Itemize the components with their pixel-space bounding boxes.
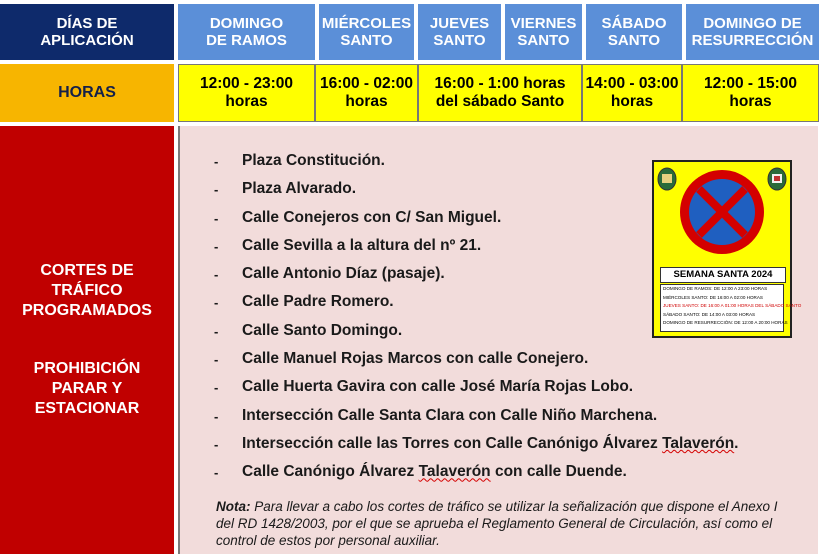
note-text: Para llevar a cabo los cortes de tráfico se utilizar la señalización que dispone el Anexo I del RD 1428/2003, por el que se aprueba el Reglamento General de Circulación, así como el control de estos por personal auxiliar. [216, 499, 778, 548]
list-item: - Calle Huerta Gavira con calle José María Rojas Lobo. [214, 378, 634, 396]
header-day-viernes-santo: VIERNES SANTO [505, 4, 582, 60]
bullet: - [214, 408, 219, 424]
header-day-miercoles-santo: MIÉRCOLES SANTO [319, 4, 414, 60]
header-day-sabado-santo: SÁBADO SANTO [586, 4, 682, 60]
bullet: - [214, 154, 219, 169]
bullet: - [214, 267, 219, 283]
hours-sabado-santo: 14:00 - 03:00 horas [582, 64, 682, 122]
bullet: - [214, 352, 219, 368]
bullet: - [214, 295, 219, 311]
list-item: - Calle Sevilla a la altura del nº 21. [214, 236, 482, 254]
list-item: - Plaza Constitución. [214, 152, 385, 169]
poster-schedule: DOMINGO DE RAMOS: DE 12:00 A 23:00 HORAS MIÉRCOLES SANTO: DE 16:00 A 02:00 HORAS JUEVES SANTO: DE 16:00 A 01:00 HORAS DEL SÁBADO SANTO SÁBADO SANTO: DE 14:00 A 03:00 HORAS DOMINGO DE RESURRECCIÓN: DE 12:00 A 20:00 HORAS [660, 284, 784, 332]
list-item: - Calle Santo Domingo. [214, 321, 403, 339]
no-parking-sign-icon [654, 162, 790, 266]
crest-left-icon [658, 168, 676, 190]
header-day-domingo-resurreccion: DOMINGO DE RESURRECCIÓN [686, 4, 819, 60]
header-day-domingo-ramos: DOMINGO DE RAMOS [178, 4, 315, 60]
header-day-jueves-santo: JUEVES SANTO [418, 4, 501, 60]
bullet: - [214, 210, 219, 226]
semana-santa-poster [652, 160, 802, 338]
bullet: - [214, 380, 219, 396]
note-label: Nota: [216, 499, 251, 514]
bullet: - [214, 323, 219, 339]
cuts-left-panel [0, 126, 174, 554]
prohibition-title: PROHIBICIÓN PARAR Y ESTACIONAR [33, 360, 141, 417]
header-applies-days: DÍAS DE APLICACIÓN [0, 4, 174, 60]
hours-domingo-resurreccion: 12:00 - 15:00 horas [682, 64, 819, 122]
hours-domingo-ramos: 12:00 - 23:00 horas [178, 64, 315, 122]
note-paragraph [216, 498, 786, 549]
crest-right-icon [768, 168, 786, 190]
bullet: - [214, 465, 219, 481]
hours-miercoles-santo: 16:00 - 02:00 horas [315, 64, 418, 122]
list-item: - Calle Canónigo Álvarez Talaverón con calle Duende. [214, 463, 627, 481]
hours-jueves-viernes-santo: 16:00 - 1:00 horas del sábado Santo [418, 64, 582, 122]
list-item: - Calle Padre Romero. [214, 293, 394, 311]
poster-title: SEMANA SANTA 2024 [660, 267, 786, 283]
bullet: - [214, 238, 219, 254]
cuts-content-panel [178, 126, 818, 554]
hours-label: HORAS [0, 64, 174, 122]
list-item: - Calle Antonio Díaz (pasaje). [214, 265, 445, 283]
bullet: - [214, 436, 219, 452]
cuts-title: CORTES DE TRÁFICO PROGRAMADOS [22, 262, 152, 319]
list-item: - Intersección Calle Santa Clara con Calle Niño Marchena. [214, 406, 658, 424]
bullet: - [214, 182, 219, 198]
list-item: - Calle Manuel Rojas Marcos con calle Conejero. [214, 350, 589, 368]
list-item: - Intersección calle las Torres con Calle Canónigo Álvarez Talaverón. [214, 434, 739, 452]
list-item: - Calle Conejeros con C/ San Miguel. [214, 208, 502, 226]
list-item: - Plaza Alvarado. [214, 180, 357, 198]
